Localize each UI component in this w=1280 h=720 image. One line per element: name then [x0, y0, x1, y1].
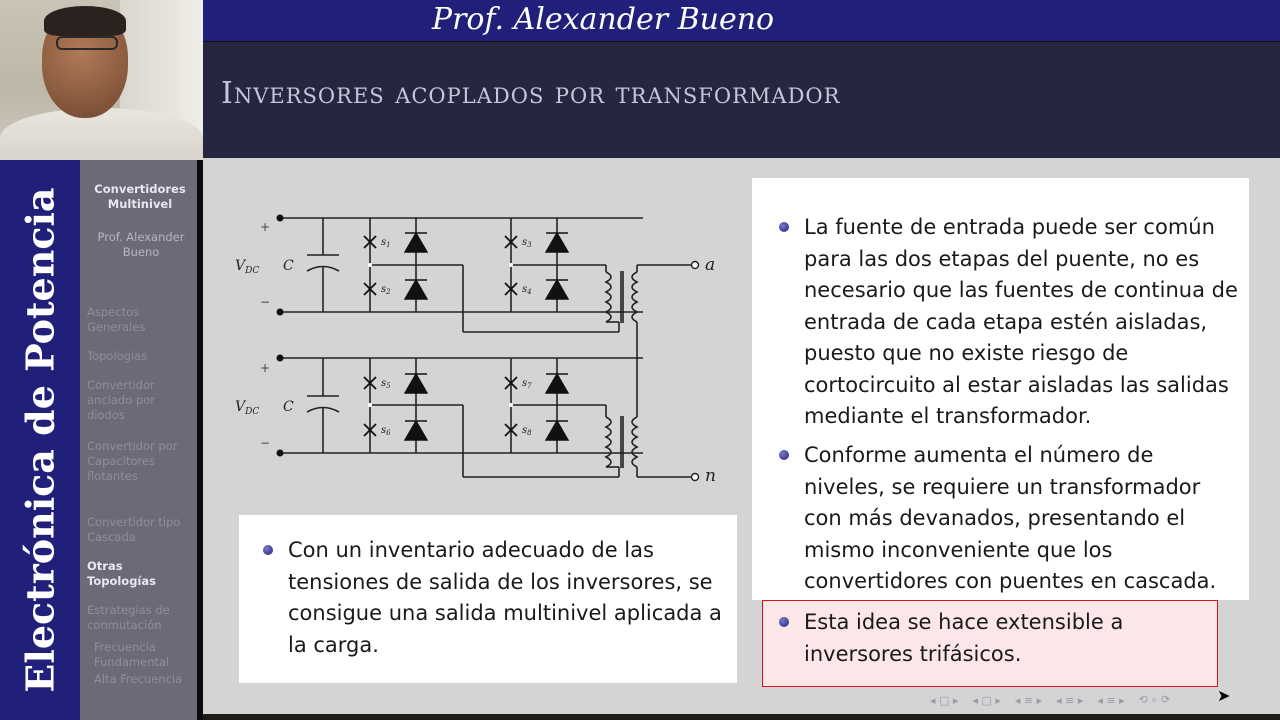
bottom-strip — [203, 714, 1280, 720]
output-a-label: a — [705, 255, 716, 275]
bullet-dot-icon — [779, 450, 789, 460]
bullet-text: Conforme aumenta el número de niveles, se requiere un transformador con más devanados, presentando el mismo inconveniente que los convertidores con puentes en cascada. — [804, 443, 1217, 593]
switch-label-5: $s_5$ — [381, 378, 391, 390]
nav-item[interactable]: Convertidor anclado por diodos — [87, 378, 155, 422]
presenter-hair — [44, 6, 126, 36]
plus-sign-1: + — [260, 220, 271, 234]
nav-subsection-list-icon[interactable]: ◂ ≡ ▸ — [1056, 693, 1084, 707]
nav-item[interactable]: Convertidor tipo Cascada — [87, 515, 181, 544]
vdc-label-1: $V_{DC}$ — [235, 258, 260, 276]
nav-item[interactable]: Topologías — [87, 349, 148, 363]
webcam-video — [0, 0, 203, 160]
mouse-cursor-icon: ➤ — [1217, 686, 1231, 705]
nav-item[interactable]: Aspectos Generales — [87, 305, 146, 334]
nav-frame-icon[interactable]: ◂ □ ▸ — [930, 693, 959, 707]
slide-title: Inversores acoplados por transformador — [221, 76, 841, 111]
bullet-dot-icon — [779, 222, 789, 232]
nav-subitem[interactable]: Frecuencia Fundamental — [94, 640, 170, 669]
minus-sign-2: − — [260, 436, 271, 450]
bullet-item — [263, 535, 723, 661]
bullet-item — [779, 607, 1199, 670]
nav-search-icon[interactable]: ⟲ ⌕ ⟳ — [1138, 693, 1171, 706]
switch-label-1: $s_1$ — [381, 237, 391, 249]
bullet-item — [779, 440, 1239, 598]
cap-label-2: C — [283, 399, 294, 415]
plus-sign-2: + — [260, 361, 271, 375]
nav-section-icon[interactable]: ◂ ≡ ▸ — [1014, 693, 1043, 707]
bullet-item — [779, 212, 1239, 433]
presenter-glasses — [56, 36, 118, 50]
nav-subitem[interactable]: Alta Frecuencia — [94, 672, 183, 686]
nav-item-current[interactable]: Otras Topologías — [87, 559, 156, 588]
slide-navigation — [80, 160, 197, 720]
switch-label-4: $s_4$ — [522, 284, 532, 296]
right-text-box — [752, 178, 1249, 600]
bullet-text: Esta idea se hace extensible a inversores trifásicos. — [804, 610, 1124, 666]
course-title: Electrónica de Potencia — [17, 187, 63, 693]
switch-label-6: $s_6$ — [381, 425, 391, 437]
top-banner — [203, 0, 1280, 42]
nav-author[interactable]: Prof. Alexander Bueno — [97, 230, 185, 259]
vdc-label-2: $V_{DC}$ — [235, 399, 260, 417]
slide-header — [203, 42, 1280, 158]
switch-label-3: $s_3$ — [522, 237, 532, 249]
presenter-name: Prof. Alexander Bueno — [431, 2, 775, 37]
cap-label-1: C — [283, 258, 294, 274]
nav-section-title[interactable]: Convertidores Multinivel — [94, 182, 186, 211]
bottom-text-box — [239, 515, 737, 683]
nav-item[interactable]: Convertidor por Capacitores flotantes — [87, 439, 178, 483]
nav-subsection-icon[interactable]: ◂ ▢ ▸ — [972, 693, 1001, 707]
presenter-shirt — [0, 108, 203, 160]
nav-section-list-icon[interactable]: ◂ ≡ ▸ — [1097, 693, 1125, 707]
switch-label-7: $s_7$ — [522, 378, 532, 390]
minus-sign-1: − — [260, 295, 271, 309]
bullet-text: Con un inventario adecuado de las tensiones de salida de los inversores, se consigue una salida multinivel aplicada a la carga. — [288, 538, 722, 657]
circuit-diagram — [223, 205, 733, 495]
bullet-dot-icon — [263, 545, 273, 555]
bullet-text: La fuente de entrada puede ser común para las dos etapas del puente, no es necesario que las fuentes de continua de entrada de cada etapa estén aisladas, puesto que no existe riesgo de cortocircuito al estar aisladas las salidas mediante el transformador. — [804, 215, 1238, 428]
bullet-dot-icon — [779, 617, 789, 627]
nav-item[interactable]: Estrategias de conmutación — [87, 603, 170, 632]
highlight-box — [762, 600, 1218, 687]
output-n-label: n — [705, 466, 716, 486]
switch-label-8: $s_8$ — [522, 425, 532, 437]
switch-label-2: $s_2$ — [381, 284, 391, 296]
